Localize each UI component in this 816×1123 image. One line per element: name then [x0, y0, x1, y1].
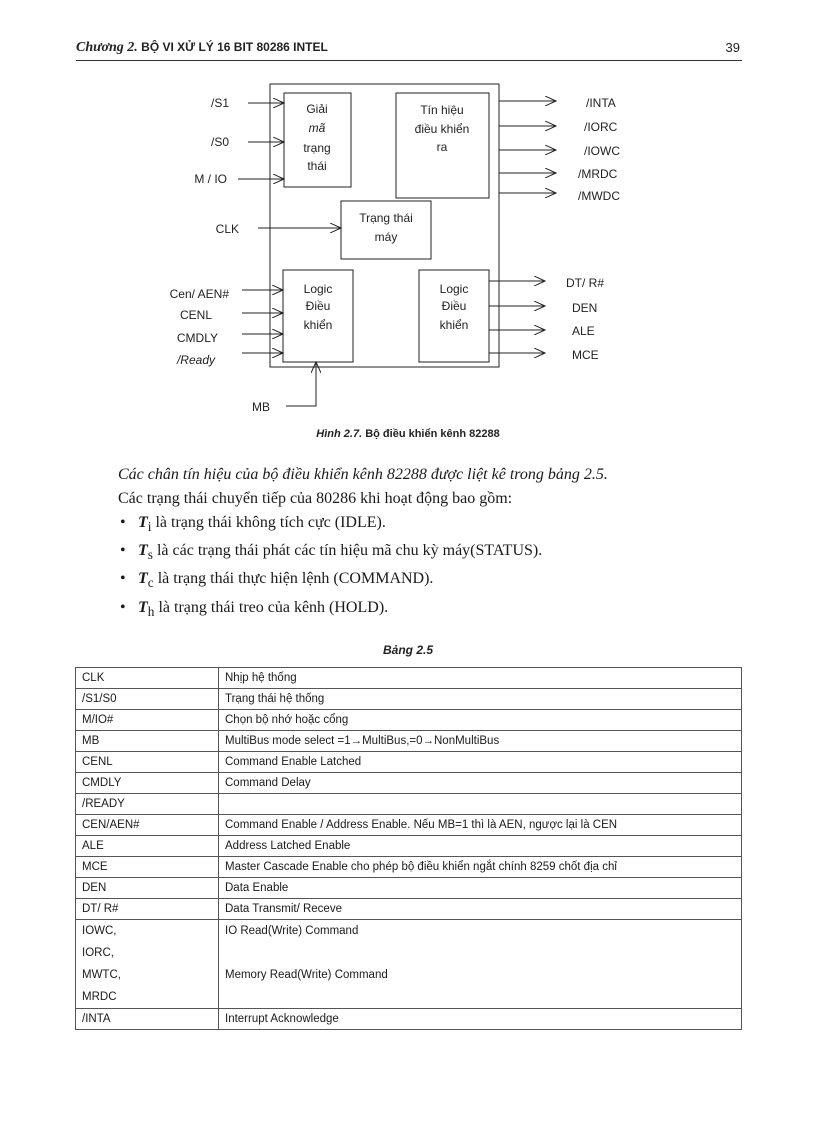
label-mwdc: /MWDC [578, 189, 620, 203]
label-ale: ALE [572, 324, 595, 338]
label-cmdly: CMDLY [176, 331, 218, 345]
table-row-multi: IOWC, IORC, MWTC, MRDC IO Read(Write) Command Memory Read(Write) Command [76, 920, 742, 1009]
label-ready: /Ready [176, 353, 215, 367]
arrow-mb [286, 362, 316, 406]
running-header [76, 40, 328, 56]
states-intro: Các trạng thái chuyển tiếp của 80286 khi hoạt động bao gồm: [118, 490, 513, 507]
table-row: CEN/AEN# Command Enable / Address Enable. Nếu MB=1 thì là AEN, ngược lại là CEN [76, 815, 742, 836]
states-list [118, 511, 748, 624]
label-mrdc: /MRDC [578, 167, 618, 181]
page-number: 39 [725, 40, 740, 55]
label-mb: MB [252, 400, 270, 414]
label-mce: MCE [572, 348, 599, 362]
header-rule [76, 60, 742, 61]
table-row: CMDLY Command Delay [76, 773, 742, 794]
label-clk: CLK [215, 222, 239, 236]
signal-table [75, 667, 742, 1030]
table-row: DT/ R# Data Transmit/ Receve [76, 899, 742, 920]
table-row: MCE Master Cascade Enable cho phép bộ điều khiển ngắt chính 8259 chốt địa chỉ [76, 857, 742, 878]
table-row: DEN Data Enable [76, 878, 742, 899]
table-row: ALE Address Latched Enable [76, 836, 742, 857]
decode-line-3: trạng [303, 141, 331, 155]
body-text [118, 463, 748, 624]
logic-right-line-3: khiển [439, 318, 469, 332]
logic-left-line-2: Điều [305, 299, 331, 313]
intro-paragraph: Các chân tín hiệu của bộ điều khiển kênh 82288 được liệt kê trong bảng 2.5. [118, 466, 608, 483]
label-dtr: DT/ R# [566, 276, 605, 290]
chapter-prefix: Chương 2. [76, 40, 138, 55]
label-iorc: /IORC [584, 120, 618, 134]
label-cenl: CENL [179, 308, 212, 322]
label-den: DEN [572, 301, 598, 315]
label-inta: /INTA [586, 96, 616, 110]
label-s0: /S0 [210, 135, 229, 149]
logic-left-line-3: khiển [303, 318, 333, 332]
out-block-line-1: Tín hiệu [420, 103, 464, 117]
label-s1: /S1 [210, 96, 229, 110]
chapter-title: BỘ VI XỬ LÝ 16 BIT 80286 INTEL [141, 40, 328, 54]
decode-line-1: Giải [306, 102, 328, 116]
label-mio: M / IO [194, 172, 227, 186]
list-item: • $T_c$ là trạng thái thực hiện lệnh (COMMAND). [118, 567, 748, 595]
label-cen-aen: Cen/ AEN# [169, 287, 229, 301]
table-row: CLK Nhịp hệ thống [76, 668, 742, 689]
table-row: CENL Command Enable Latched [76, 752, 742, 773]
table-row: /S1/S0 Trạng thái hệ thống [76, 689, 742, 710]
list-item: • $T_h$ là trạng thái treo của kênh (HOLD). [118, 596, 748, 624]
logic-left-line-1: Logic [303, 282, 333, 296]
decode-line-2: mã [308, 121, 326, 135]
out-block-line-2: điều khiển [414, 122, 470, 136]
table-row: MB MultiBus mode select =1→MultiBus,=0→NonMultiBus [76, 731, 742, 752]
logic-right-line-2: Điều [441, 299, 467, 313]
decode-line-4: thái [307, 159, 327, 173]
table-title: Bảng 2.5 [382, 643, 433, 657]
label-iowc: /IOWC [584, 144, 620, 158]
figure-caption [0, 428, 816, 440]
figure-label: Hình 2.7. [316, 428, 363, 440]
out-block-line-3: ra [436, 140, 448, 154]
table-row: M/IO# Chọn bộ nhớ hoặc cổng [76, 710, 742, 731]
block-diagram-82288 [0, 70, 816, 420]
state-line-1: Trạng thái [359, 211, 413, 225]
state-line-2: máy [374, 230, 398, 244]
figure-caption-text: Bộ điều khiển kênh 82288 [365, 428, 500, 440]
table-row: /READY [76, 794, 742, 815]
logic-right-line-1: Logic [439, 282, 469, 296]
table-row: /INTA Interrupt Acknowledge [76, 1009, 742, 1030]
list-item: • $T_s$ là các trạng thái phát các tín hiệu mã chu kỳ máy(STATUS). [118, 539, 748, 567]
list-item: • $T_i$ là trạng thái không tích cực (IDLE). [118, 511, 748, 539]
